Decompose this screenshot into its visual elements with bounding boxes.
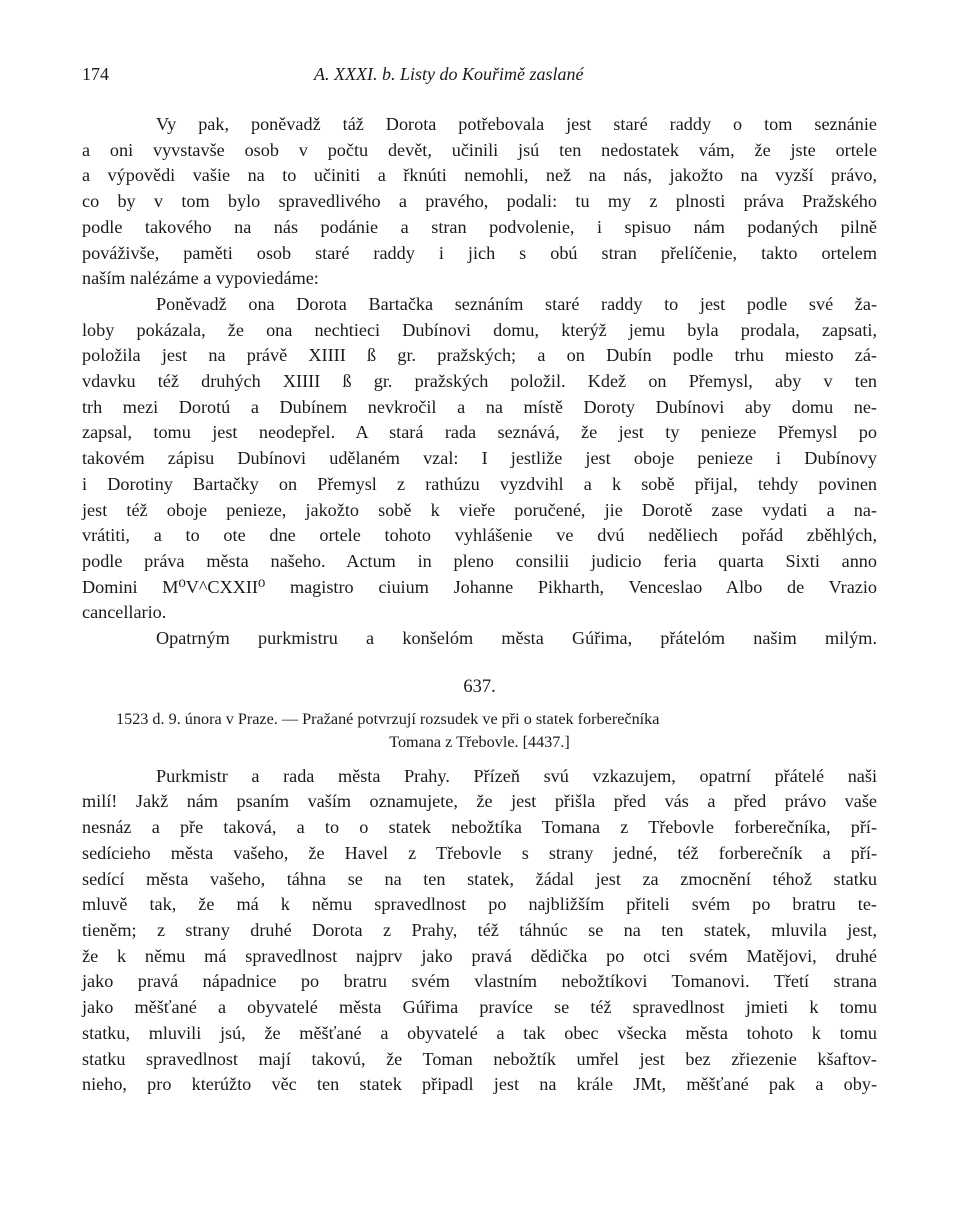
page-number: 174 bbox=[82, 64, 109, 84]
text-line: nesnáz a pře taková, a to o statek nebožtíka Tomana z Třebovle forberečníka, pří- bbox=[82, 817, 877, 838]
text-line: a oni vyvstavše osob v počtu devět, učinili jsú ten nedostatek vám, že jste ortele bbox=[82, 139, 877, 160]
text-line: že k němu má spravedlnost najprv jako pravá dědička po otci svém Matějovi, druhé bbox=[82, 945, 877, 966]
letter-636-body bbox=[82, 112, 877, 652]
text-line: statku, mluvili jsú, že měšťané a obyvatelé a tak obec všecka města tohoto k tomu bbox=[82, 1022, 877, 1043]
text-line: naším nalézáme a vypoviedáme: bbox=[82, 268, 319, 289]
text-line: mluvě tak, že má k němu spravedlnost po najbližším přiteli svém po bratru te- bbox=[82, 894, 877, 915]
address-line bbox=[82, 626, 877, 652]
text-line: takovém zápisu Dubínovi udělaném vzal: I jestliže jest oboje penieze i Dubínovy bbox=[82, 448, 877, 469]
text-line: pováživše, paměti osob staré raddy i jich s obú stran přelíčenie, takto ortelem bbox=[82, 242, 877, 263]
running-title: A. XXXI. b. Listy do Kouřimě zaslané bbox=[314, 64, 584, 84]
text-line: jako měšťané a obyvatelé města Gúřima pravíce se též spravedlnost jmieti k tomu bbox=[82, 997, 877, 1018]
text-line: milí! Jakž nám psaním vaším oznamujete, že jest přišla před vás a před právo vaše bbox=[82, 791, 877, 812]
text-line: sedící města vašeho, táhna se na ten statek, žádal jest za zmocnění téhož statku bbox=[82, 868, 877, 889]
paragraph-letter bbox=[82, 764, 877, 1098]
page-header bbox=[82, 62, 877, 86]
text-line: tieněm; z strany druhé Dorota z Prahy, též táhnúc se na ten statek, mluvila jest, bbox=[82, 919, 877, 940]
paragraph-judgment-intro bbox=[82, 112, 877, 292]
text-line: trh mezi Dorotú a Dubínem nevkročil a na místě Doroty Dubínovi aby domu ne- bbox=[82, 396, 877, 417]
regest-line: 1523 d. 9. února v Praze. — Pražané potvrzují rozsudek ve při o statek forberečníka bbox=[116, 709, 660, 728]
text-line: jako pravá nápadnice po bratru svém vlastním nebožtíkovi Tomanovi. Třetí strana bbox=[82, 971, 877, 992]
text-line: vdavku též druhých XIIII ß gr. pražských položil. Kdež on Přemysl, aby v ten bbox=[82, 371, 877, 392]
document-number: 637. bbox=[463, 676, 496, 697]
text-line: podle takového na nás podánie a stran podvolenie, i spisuo nám podaných pilně bbox=[82, 216, 877, 237]
text-line: co by v tom bylo spravedlivého a pravého, podali: tu my z plnosti práva Pražského bbox=[82, 191, 877, 212]
text-line: statku spravedlnost mají takovú, že Toman nebožtík umřel jest bez zřiezenie kšaftov- bbox=[82, 1048, 877, 1069]
text-line: položila jest na právě XIIII ß gr. pražských; a on Dubín podle trhu miesto zá- bbox=[82, 345, 877, 366]
text-line: cancellario. bbox=[82, 602, 167, 623]
text-line: a výpovědi vašie na to učiniti a řknúti nemohli, než na nás, jakožto na vyzší právo, bbox=[82, 165, 877, 186]
text-line: Purkmistr a rada města Prahy. Přízeň svú vzkazujem, opatrní přátelé naši bbox=[156, 765, 877, 786]
text-line: Vy pak, poněvadž táž Dorota potřebovala jest staré raddy o tom seznánie bbox=[156, 114, 877, 134]
text-line: Domini M⁰V^CXXII⁰ magistro ciuium Johanne Pikharth, Venceslao Albo de Vrazio bbox=[82, 576, 877, 597]
text-line: loby pokázala, že ona nechtieci Dubínovi domu, kterýž jemu byla prodala, zapsati, bbox=[82, 319, 877, 340]
text-line: podle práva města našeho. Actum in pleno consilii judicio feria quarta Sixti anno bbox=[82, 550, 877, 571]
text-line: sedícieho města vašeho, že Havel z Třebovle s strany jedné, též forberečník a pří- bbox=[82, 842, 877, 863]
document-regest bbox=[82, 708, 877, 754]
text-line: zapsal, tomu jest neodepřel. A stará rada seznává, že jest ty penieze Přemysl po bbox=[82, 422, 877, 443]
text-line: Poněvadž ona Dorota Bartačka seznáním staré raddy to jest podle své ža- bbox=[156, 293, 877, 314]
text-line: vrátiti, a to ote dne ortele tohoto vyhlášenie ve dvú neděliech pořád zběhlých, bbox=[82, 525, 877, 546]
text-line: jest též oboje penieze, jakožto sobě k vieře poručené, jie Dorotě zase vydati a na- bbox=[82, 499, 877, 520]
text-line: nieho, pro kterúžto věc ten statek připadl jest na krále JMt, měšťané pak a oby- bbox=[82, 1074, 877, 1095]
letter-637-body bbox=[82, 764, 877, 1098]
book-page bbox=[82, 62, 877, 1098]
text-line: i Dorotiny Bartačky on Přemysl z rathúzu vyzdvihl a k sobě přijal, tehdy povinen bbox=[82, 473, 877, 494]
text-line: Opatrným purkmistru a konšelóm města Gúřima, přátelóm našim milým. bbox=[156, 628, 877, 649]
regest-line: Tomana z Třebovle. [4437.] bbox=[389, 732, 570, 751]
paragraph-judgment bbox=[82, 292, 877, 626]
